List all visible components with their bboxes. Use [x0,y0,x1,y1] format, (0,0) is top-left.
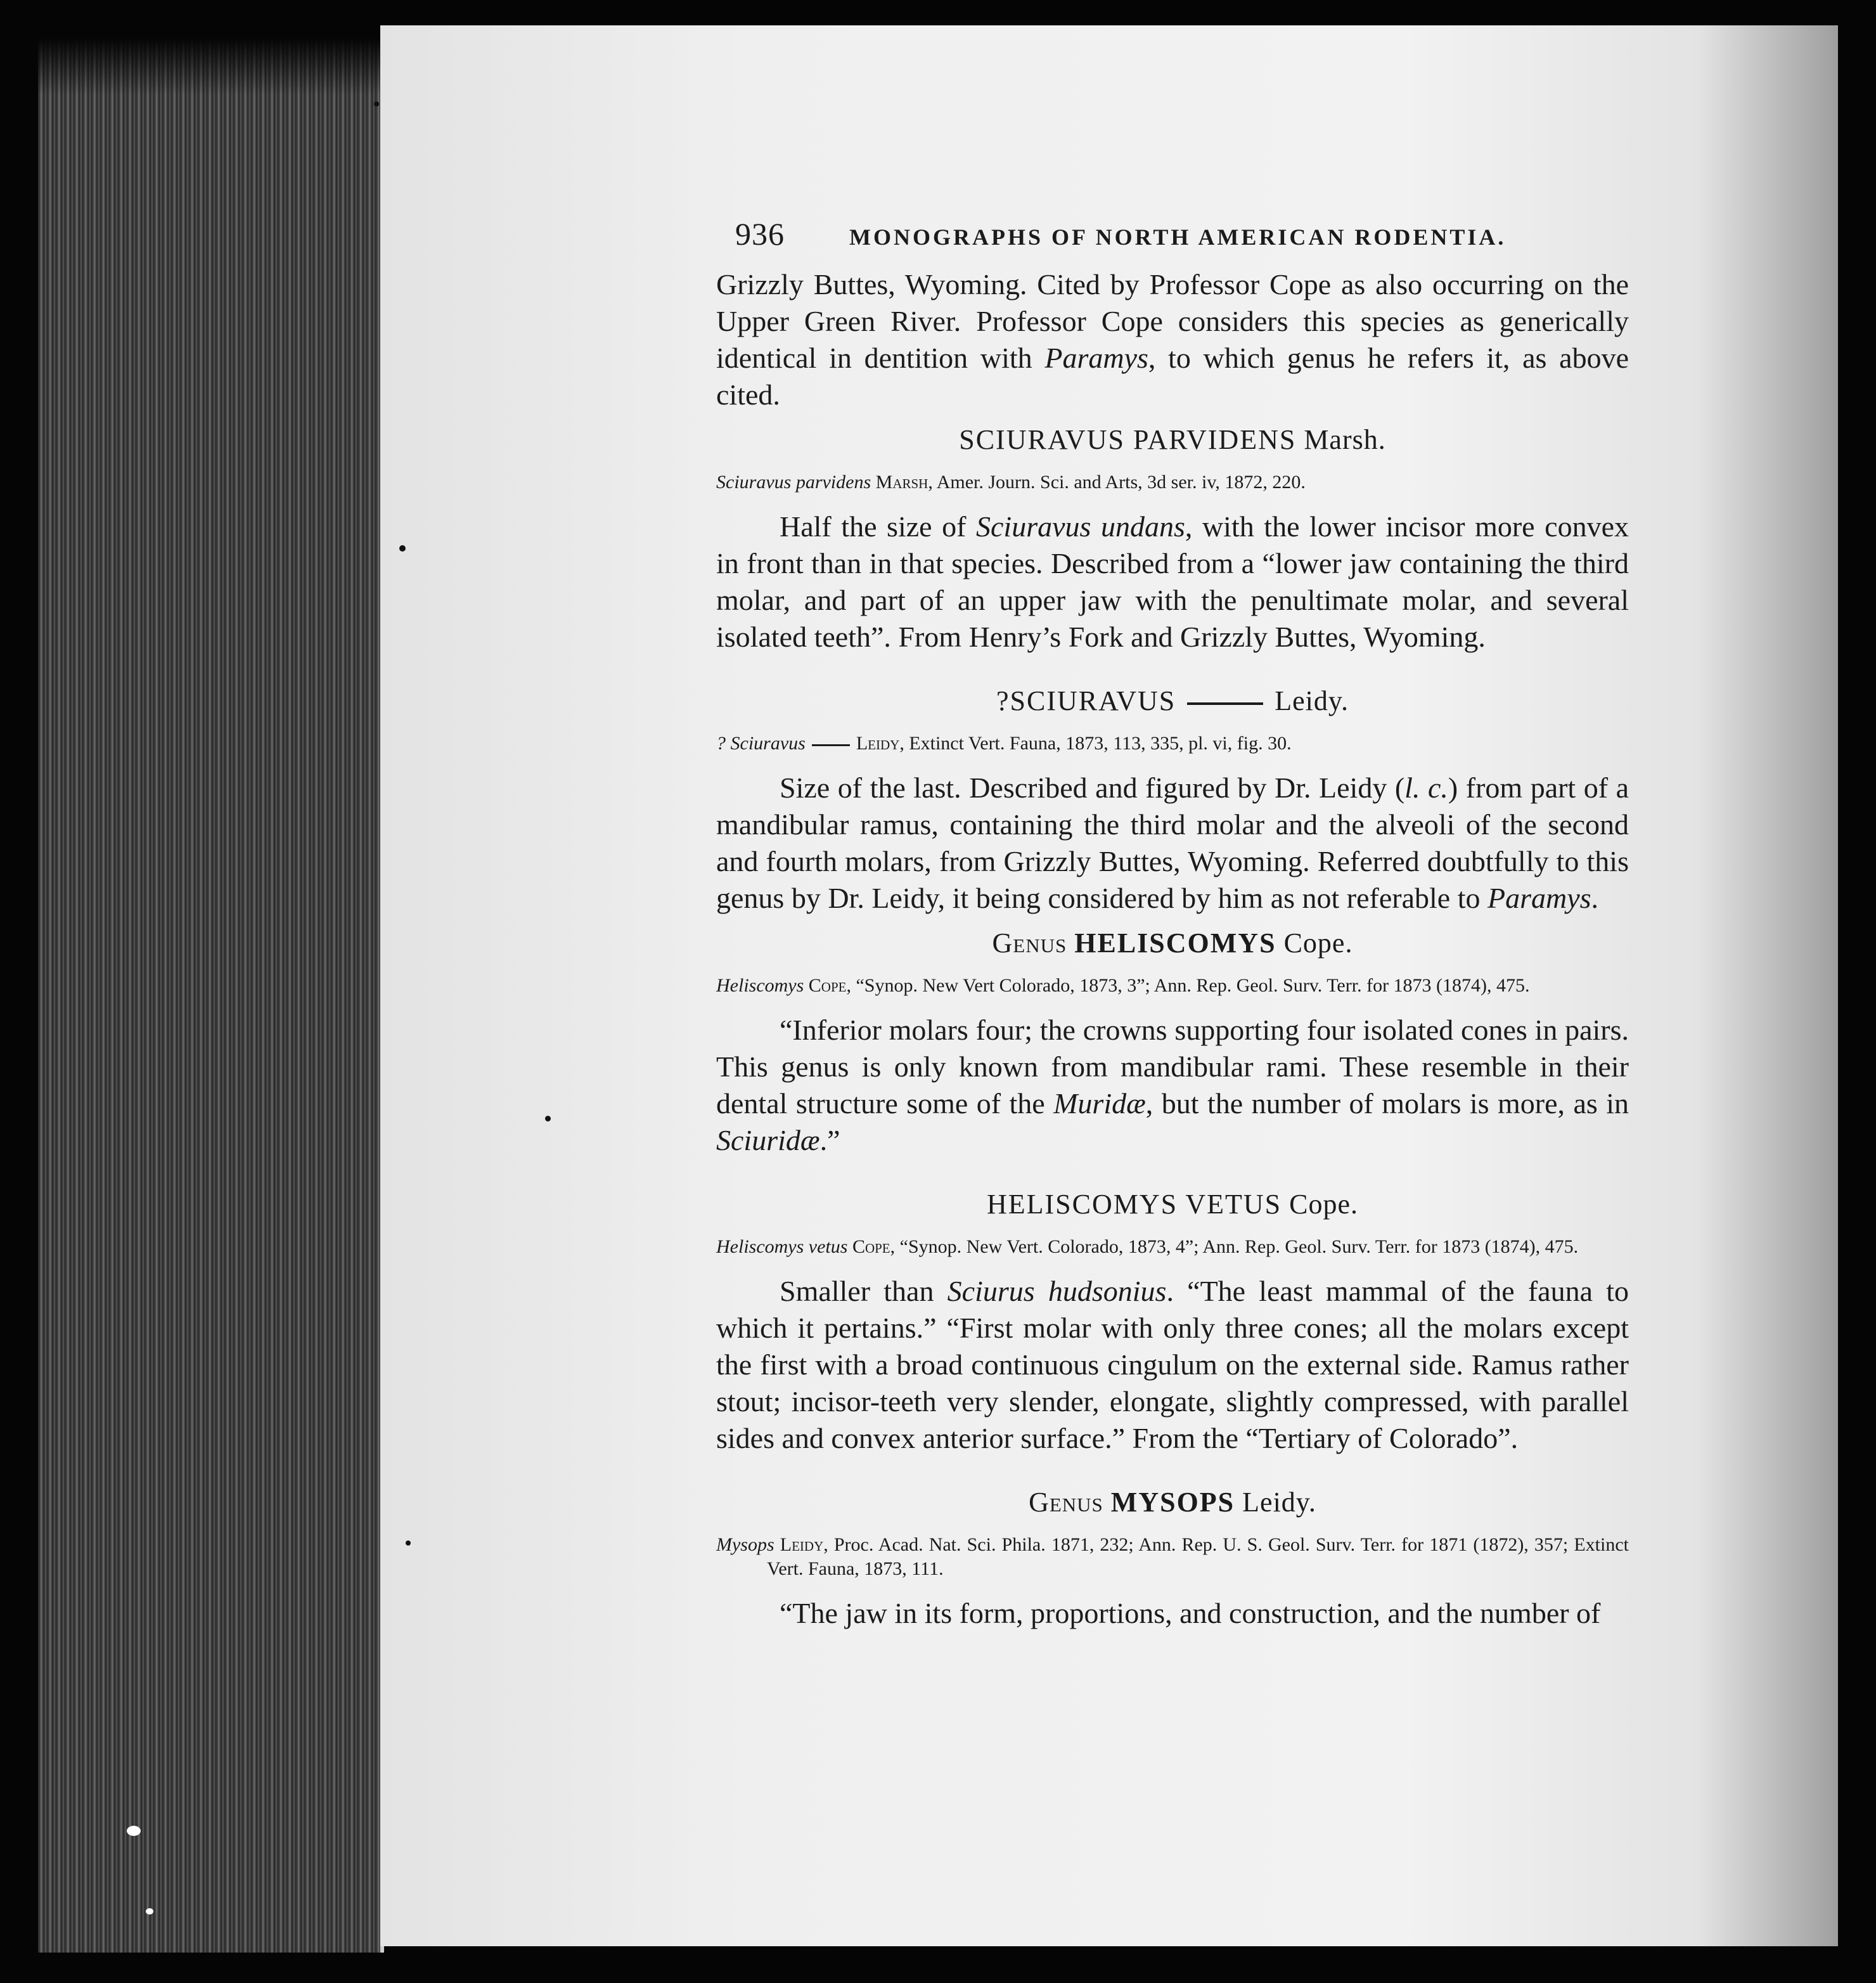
cited-taxon: Mysops [716,1534,774,1555]
synonymy-citation [716,1533,1629,1581]
dust-speck [545,1116,551,1121]
genus-name: HELISCOMYS [1074,927,1276,959]
genus-name: Paramys [1044,342,1148,374]
species-description [716,770,1629,917]
cited-taxon: ? Sciuravus [716,733,806,754]
text-run: , but the number of molars is more, as in [1145,1087,1629,1120]
loc-cit: l. c. [1404,772,1448,804]
citation-text: , Extinct Vert. Fauna, 1873, 113, 335, pl. vi, fig. 30. [899,733,1292,754]
species-heading-heliscomys-vetus [716,1185,1629,1224]
genus-name: Paramys [1487,882,1591,914]
synonymy-citation [716,974,1629,998]
species-description [716,1273,1629,1457]
text-run: .” [819,1124,840,1156]
cited-author: Cope [808,975,847,996]
species-name: HELISCOMYS VETUS [986,1189,1282,1220]
blank-species-dash [1187,702,1263,705]
text-run: , to which genus he refers it, as above cited. [716,342,1629,411]
paragraph-continued [716,266,1629,413]
blank-species-dash [812,744,850,746]
scan-artifact [127,1826,141,1836]
synonymy-citation [716,732,1629,756]
text-run: . [1591,882,1599,914]
genus-description [716,1595,1629,1632]
running-header [735,216,1629,266]
synonymy-citation [716,1235,1629,1259]
species-description [716,508,1629,656]
cited-author: Cope [852,1236,890,1257]
citation-text: , “Synop. New Vert Colorado, 1873, 3”; Ann. Rep. Geol. Surv. Terr. for 1873 (1874), 475. [846,975,1530,996]
cited-taxon: Heliscomys [716,975,804,996]
cited-author: Leidy [856,733,900,754]
cited-taxon: Heliscomys vetus [716,1236,848,1257]
dust-speck [406,1541,411,1546]
species-author: Marsh. [1304,424,1386,455]
cited-author: Marsh [875,472,928,493]
citation-text: , Proc. Acad. Nat. Sci. Phila. 1871, 232; Ann. Rep. U. S. Geol. Surv. Terr. for 1871 (1872), 357; Extinct Vert. Fauna, 1873, 111. [767,1534,1629,1579]
text-run: . “The least mammal of the fauna to which it pertains.” “First molar with only three cones; all the molars except the first with a broad continuous cingulum on the external side. Ramus rather stout; incisor-teeth very slender, elongate, slightly compressed, with parallel sides and convex anterior surface.” From the “Tertiary of Colorado”. [716,1275,1629,1454]
cited-author: Leidy [780,1534,824,1555]
dust-speck [374,101,379,107]
species-author: Cope. [1289,1189,1358,1220]
text-run: Size of the last. Described and figured by Dr. Leidy ( [780,772,1405,804]
genus-prefix: Genus [1029,1487,1103,1518]
text-run: ) from part of a mandibular ramus, containing the third molar and the alveoli of the second and fourth molars, from Grizzly Buttes, Wyoming. Referred doubtfully to this genus by Dr. Leidy, it being considered by him as not referable to [716,772,1629,914]
taxon-name: Sciurus hudsonius [947,1275,1167,1307]
dust-speck [399,545,406,552]
genus-author: Cope. [1283,927,1353,959]
text-run: Half the size of [780,510,976,543]
genus-heading-mysops [716,1483,1629,1521]
cited-taxon: Sciuravus parvidens [716,472,871,493]
running-title: MONOGRAPHS OF NORTH AMERICAN RODENTIA. [849,224,1507,250]
synonymy-citation [716,470,1629,494]
genus-heading-heliscomys [716,924,1629,962]
citation-text: , “Synop. New Vert. Colorado, 1873, 4”; Ann. Rep. Geol. Surv. Terr. for 1873 (1874), 475. [890,1236,1579,1257]
page-gutter-shade [1699,25,1838,1946]
text-run: “The jaw in its form, proportions, and construction, and the number of [780,1597,1601,1629]
family-name: Sciuridæ [716,1124,820,1156]
taxon-name: Sciuravus undans [976,510,1185,543]
book-page-edges [38,38,384,1953]
species-heading-sciuravus-doubtful [716,682,1629,720]
page-content [716,216,1629,1632]
genus-prefix: Genus [992,927,1067,959]
species-author: Leidy. [1275,685,1349,716]
genus-name: MYSOPS [1110,1487,1235,1518]
text-run: Grizzly Buttes, Wyoming. Cited by Professor Cope as also occurring on the Upper Green River. Professor Cope considers this species as generically identical in dentition with [716,268,1629,374]
edges-shadow [38,38,384,95]
text-run: , with the lower incisor more convex in front than in that species. Described from a “lower jaw containing the third molar, and part of an upper jaw with the penultimate molar, and several isolated teeth”. From Henry’s Fork and Grizzly Buttes, Wyoming. [716,510,1629,653]
citation-text: , Amer. Journ. Sci. and Arts, 3d ser. iv, 1872, 220. [928,472,1306,493]
scan-artifact [146,1908,153,1915]
species-name: ?SCIURAVUS [996,685,1176,716]
genus-description [716,1012,1629,1159]
text-run: “Inferior molars four; the crowns supporting four isolated cones in pairs. This genus is only known from mandibular rami. These resemble in their dental structure some of the [716,1014,1629,1120]
genus-author: Leidy. [1242,1487,1316,1518]
species-heading-sciuravus-parvidens [716,421,1629,459]
page-number: 936 [735,216,785,252]
family-name: Muridæ [1053,1087,1146,1120]
species-name: SCIURAVUS PARVIDENS [959,424,1297,455]
text-run: Smaller than [780,1275,948,1307]
